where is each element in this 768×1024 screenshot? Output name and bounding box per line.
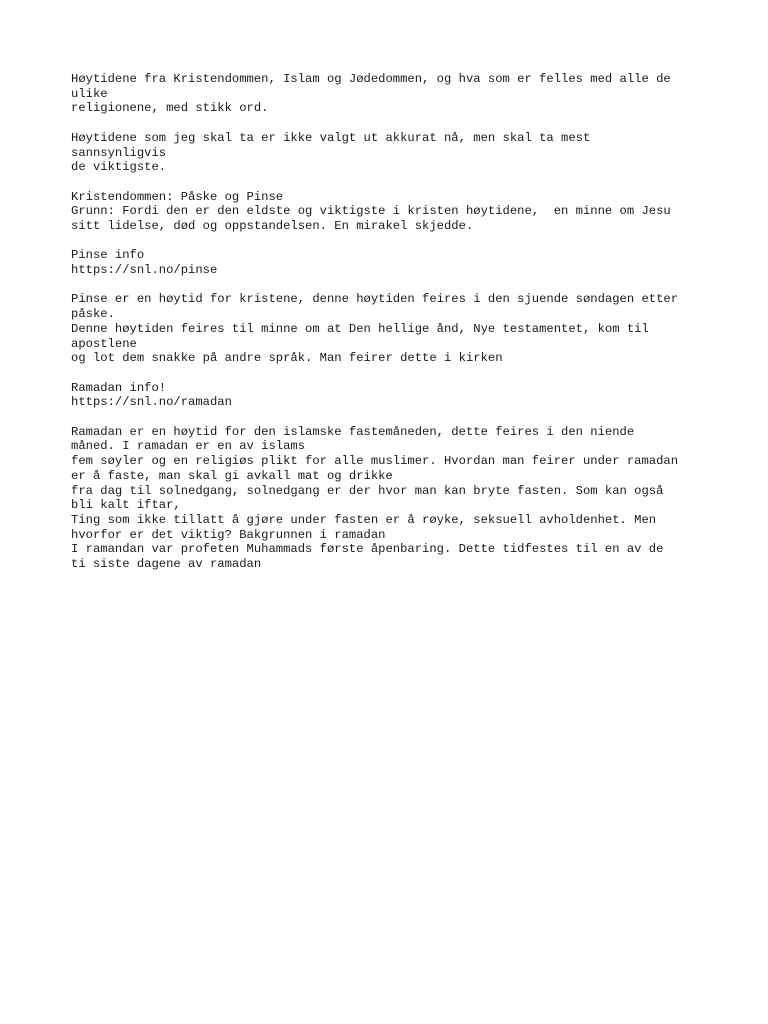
text-line: påske. — [71, 307, 115, 322]
text-line: apostlene — [71, 336, 137, 351]
text-line: ulike — [71, 86, 108, 101]
text-line: Høytidene som jeg skal ta er ikke valgt ut akkurat nå, men skal ta mest — [71, 130, 591, 145]
paragraph-christianity — [71, 190, 711, 234]
text-line: bli kalt iftar, — [71, 498, 181, 513]
paragraph-pinse-info — [71, 248, 711, 277]
text-line: Kristendommen: Påske og Pinse — [71, 189, 284, 204]
text-line: fem søyler og en religiøs plikt for alle muslimer. Hvordan man feirer under ramadan — [71, 454, 679, 469]
text-line: sitt lidelse, død og oppstandelsen. En mirakel skjedde. — [71, 219, 474, 233]
text-line: Denne høytiden feires til minne om at Den hellige ånd, Nye testamentet, kom til — [71, 321, 649, 336]
source-url: https://snl.no/pinse — [71, 263, 218, 278]
text-line: de viktigste. — [71, 160, 167, 175]
text-line: ti siste dagene av ramadan — [71, 557, 262, 572]
text-line: er å faste, man skal gi avkall mat og drikke — [71, 468, 393, 483]
text-line: religionene, med stikk ord. — [71, 101, 269, 116]
document-body — [71, 72, 711, 587]
paragraph-ramadan — [71, 425, 711, 572]
text-line: Pinse info — [71, 248, 145, 263]
text-line: fra dag til solnedgang, solnedgang er der hvor man kan bryte fasten. Som kan også — [71, 483, 664, 498]
text-line: hvorfor er det viktig? Bakgrunnen i ramadan — [71, 527, 386, 542]
text-line: og lot dem snakke på andre språk. Man feirer dette i kirken — [71, 351, 503, 366]
text-line: Pinse er en høytid for kristene, denne høytiden feires i den sjuende søndagen etter — [71, 292, 679, 307]
text-line: måned. I ramadan er en av islams — [71, 439, 306, 454]
text-line: Grunn: Fordi den er den eldste og viktigste i kristen høytidene, en minne om Jesu — [71, 204, 671, 219]
text-line: Ting som ikke tillatt å gjøre under fasten er å røyke, seksuell avholdenhet. Men — [71, 513, 657, 527]
text-line: Ramadan er en høytid for den islamske fastemåneden, dette feires i den niende — [71, 424, 635, 439]
text-line: Ramadan info! — [71, 380, 167, 395]
text-line: Høytidene fra Kristendommen, Islam og Jødedommen, og hva som er felles med alle de — [71, 72, 671, 86]
text-line: sannsynligvis — [71, 145, 167, 160]
paragraph-selection-note — [71, 131, 711, 175]
source-url: https://snl.no/ramadan — [71, 395, 232, 410]
paragraph-intro — [71, 72, 711, 116]
text-line: I ramandan var profeten Muhammads første åpenbaring. Dette tidfestes til en av de — [71, 542, 664, 557]
paragraph-pinse — [71, 292, 711, 366]
paragraph-ramadan-info — [71, 381, 711, 410]
